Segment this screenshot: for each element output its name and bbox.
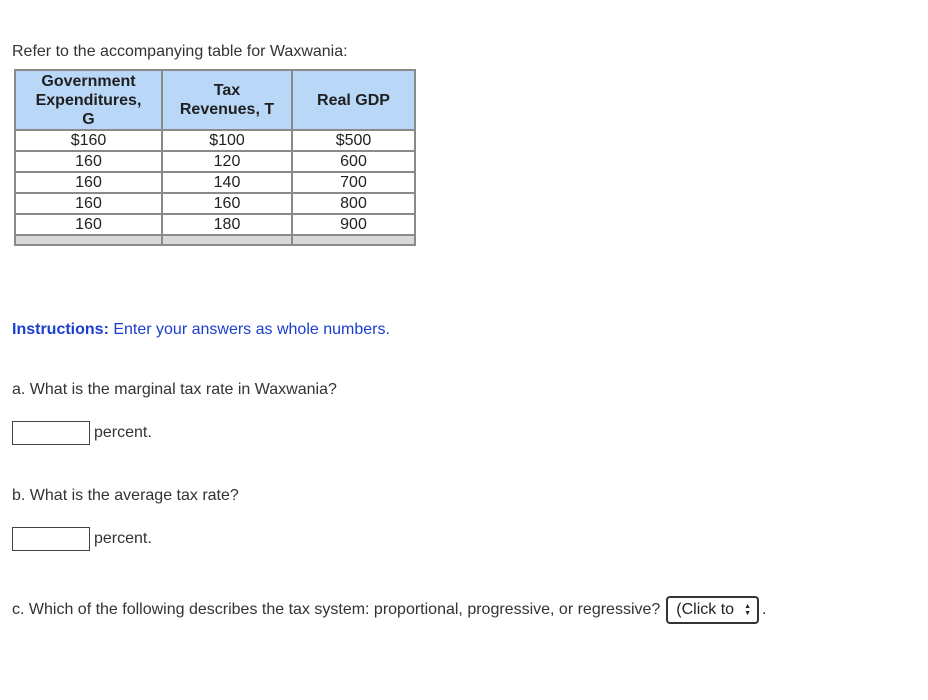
marginal-tax-rate-input[interactable] <box>12 421 90 445</box>
instructions-text: Enter your answers as whole numbers. <box>108 321 390 338</box>
table-row <box>15 214 415 235</box>
cell-t: 140 <box>162 172 292 193</box>
cell-y: 600 <box>292 151 415 172</box>
table-row <box>15 172 415 193</box>
cell-y: 900 <box>292 214 415 235</box>
question-c-period: . <box>762 601 767 618</box>
cell-y: 800 <box>292 193 415 214</box>
footer-cell <box>292 235 415 245</box>
cell-g: 160 <box>15 193 162 214</box>
table-footer-row <box>15 235 415 245</box>
question-a-unit: percent. <box>94 424 152 441</box>
footer-cell <box>15 235 162 245</box>
question-a-answer <box>12 421 152 445</box>
table-row <box>15 130 415 151</box>
question-b-answer <box>12 527 152 551</box>
question-b-unit: percent. <box>94 530 152 547</box>
table-header-row <box>15 70 415 130</box>
cell-y: 700 <box>292 172 415 193</box>
updown-arrows-icon: ▲ ▼ <box>744 603 752 617</box>
intro-text: Refer to the accompanying table for Waxwania: <box>12 43 348 60</box>
footer-cell <box>162 235 292 245</box>
cell-t: 180 <box>162 214 292 235</box>
instructions-label: Instructions: <box>12 321 109 338</box>
question-c <box>12 596 766 624</box>
waxwania-table <box>14 69 416 246</box>
cell-t: $100 <box>162 130 292 151</box>
cell-y: $500 <box>292 130 415 151</box>
cell-t: 120 <box>162 151 292 172</box>
table-row <box>15 193 415 214</box>
table-row <box>15 151 415 172</box>
cell-g: 160 <box>15 151 162 172</box>
instructions <box>12 321 390 339</box>
cell-t: 160 <box>162 193 292 214</box>
header-government-expenditures: Government Expenditures, G <box>15 70 162 130</box>
header-real-gdp: Real GDP <box>292 70 415 130</box>
header-tax-revenues: Tax Revenues, T <box>162 70 292 130</box>
cell-g: 160 <box>15 214 162 235</box>
tax-system-select-label: (Click to <box>676 601 735 618</box>
question-a-text: a. What is the marginal tax rate in Waxwania? <box>12 381 337 398</box>
question-c-text: c. Which of the following describes the tax system: proportional, progressive, or regressive? <box>12 601 661 618</box>
question-b-text: b. What is the average tax rate? <box>12 487 239 504</box>
tax-system-select[interactable] <box>666 596 759 624</box>
cell-g: $160 <box>15 130 162 151</box>
average-tax-rate-input[interactable] <box>12 527 90 551</box>
cell-g: 160 <box>15 172 162 193</box>
